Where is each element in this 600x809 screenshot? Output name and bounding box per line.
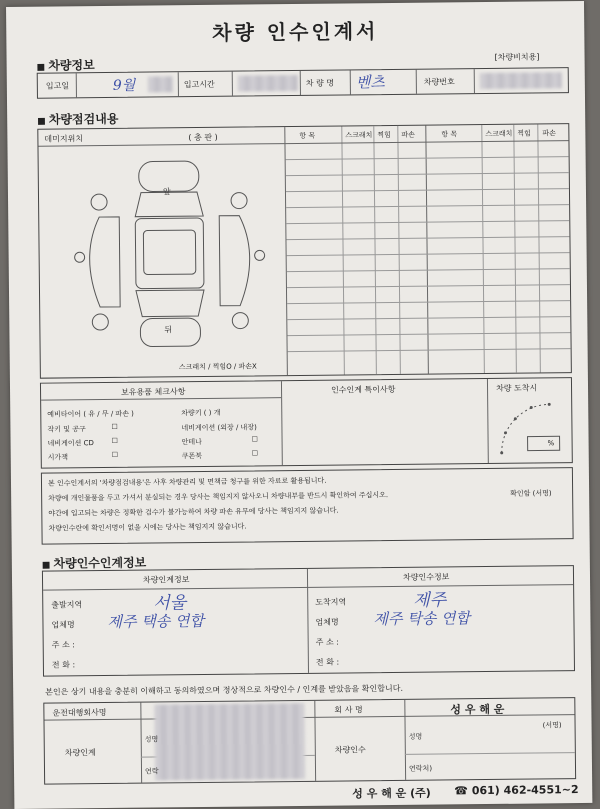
damage-legend: 스크래치 / 찍힘O / 파손X bbox=[178, 362, 257, 372]
intake-time-label: 입고시간 bbox=[183, 79, 215, 90]
left-side-shape bbox=[89, 217, 120, 307]
right-side-shape bbox=[219, 215, 250, 305]
redacted-date bbox=[148, 76, 173, 92]
left-address-label: 주 소 : bbox=[51, 640, 75, 650]
confirm-signature: 확인함 (서명) bbox=[510, 489, 552, 498]
notice-1: 본 인수인계서의 '차량점검내용'은 사후 차량관리 및 면책금 청구를 위한 자료로 활용됩니다. bbox=[47, 476, 327, 488]
left-company-label: 업체명 bbox=[51, 620, 75, 630]
arrival-title: 차량 도착시 bbox=[495, 383, 538, 393]
vehicle-info-heading: ■ 차량정보 bbox=[37, 56, 95, 74]
car-name-label: 차 량 명 bbox=[305, 78, 335, 88]
inspection-heading: ■ 차량점검내용 bbox=[37, 110, 118, 128]
inspection-grid bbox=[285, 124, 571, 375]
car-name-value: 벤츠 bbox=[355, 73, 385, 92]
notice-box bbox=[41, 467, 574, 545]
fuel-percent: % bbox=[547, 439, 555, 448]
takeover-sign-label: 차량인수 bbox=[334, 745, 366, 755]
takeover-contact-label: 연락처) bbox=[408, 764, 433, 773]
belonging-navigation: 네비게이션 (외장 / 내장) bbox=[181, 423, 257, 433]
departure-value: 서울 bbox=[153, 593, 187, 614]
handover-box bbox=[42, 565, 575, 677]
company-name-value: 성 우 해 운 bbox=[450, 702, 505, 717]
col-item-1: 항 목 bbox=[299, 131, 316, 140]
belonging-coupon: 쿠폰북 bbox=[181, 451, 203, 461]
col-item-2: 항 목 bbox=[441, 130, 458, 139]
cabin-shape bbox=[135, 218, 204, 289]
redacted-plate bbox=[480, 72, 562, 89]
col-broken-2: 파손 bbox=[542, 129, 556, 138]
takeover-name-label: 성명 bbox=[408, 732, 423, 741]
checkbox-cigar-jack[interactable] bbox=[112, 451, 118, 459]
right-address-label: 주 소 : bbox=[315, 637, 339, 647]
col-broken-1: 파손 bbox=[401, 130, 415, 139]
notice-4: 차량인수란에 확인서명이 없을 시에는 당사는 책임지지 않습니다. bbox=[48, 522, 247, 533]
right-company-value: 제주 탁송 연합 bbox=[373, 609, 471, 629]
handover-left-title: 차량인계정보 bbox=[142, 575, 190, 585]
departure-label: 출발지역 bbox=[51, 600, 83, 610]
company-name-label: 회 사 명 bbox=[334, 705, 363, 715]
handover-heading: ■ 차량인수인계정보 bbox=[42, 554, 147, 572]
notice-3: 야간에 입고되는 차량은 정확한 검수가 불가능하여 차량 파손 유무에 당사는 책임지지 않습니다. bbox=[48, 506, 339, 518]
col-scratch-1: 스크래치 bbox=[345, 131, 373, 140]
left-company-value: 제주 택송 연합 bbox=[107, 611, 205, 631]
checkbox-nav-cd[interactable] bbox=[112, 437, 118, 445]
footer-company: 성 우 해 운 (주) bbox=[352, 786, 431, 801]
belonging-car-key: 차량키 ( ) 개 bbox=[181, 408, 221, 418]
belonging-nav-cd: 네비게이션 CD bbox=[47, 439, 94, 448]
damage-location-label: 데미지위치 bbox=[44, 134, 84, 144]
vehicle-copy-note: [차량비치용] bbox=[494, 52, 540, 62]
checkbox-jack[interactable] bbox=[111, 423, 117, 431]
handover-sign-label: 차량인계 bbox=[64, 748, 96, 758]
checkbox-coupon[interactable] bbox=[252, 449, 258, 457]
handover-contact-label: 연락 bbox=[144, 767, 159, 776]
signature-box bbox=[43, 697, 576, 785]
belonging-cigar-jack: 시가잭 bbox=[47, 453, 69, 462]
takeover-sign-mark: (서명) bbox=[542, 721, 562, 730]
right-phone-label: 전 화 : bbox=[315, 657, 340, 667]
driver-company-label: 운전대행회사명 bbox=[52, 708, 107, 718]
right-company-label: 업체명 bbox=[315, 617, 339, 627]
checkbox-antenna[interactable] bbox=[252, 435, 258, 443]
redacted-driver-info bbox=[154, 703, 305, 781]
footer-phone: ☎ 061) 462-4551~2 bbox=[454, 783, 579, 798]
handover-document bbox=[6, 1, 592, 809]
rear-label: 뒤 bbox=[164, 325, 173, 335]
inspection-box bbox=[37, 123, 572, 379]
fuel-gauge-icon bbox=[493, 396, 566, 459]
arrival-area-value: 제주 bbox=[413, 590, 447, 611]
col-dent-1: 찍힘 bbox=[377, 131, 391, 140]
redacted-time bbox=[238, 75, 298, 92]
notice-2: 차량에 개인물품을 두고 가셔서 분실되는 경우 당사는 책임지지 않사오니 차량내부를 반드시 확인하여 주십시오. bbox=[48, 491, 389, 503]
agreement-text: 본인은 상기 내용을 충분히 이해하고 동의하였으며 정상적으로 차량인수 / 인계를 받았음을 확인합니다. bbox=[45, 683, 404, 697]
vehicle-info-row bbox=[37, 67, 569, 99]
left-phone-label: 전 화 : bbox=[51, 660, 76, 670]
plate-number-label: 차량번호 bbox=[423, 77, 455, 87]
intake-date-value: 9월 bbox=[112, 77, 136, 94]
document-title: 차량 인수인계서 bbox=[212, 19, 379, 45]
col-dent-2: 찍힘 bbox=[517, 129, 531, 138]
damage-total: ( 총 판 ) bbox=[188, 132, 218, 143]
belonging-antenna: 안테나 bbox=[181, 437, 202, 447]
belonging-jack: 작키 및 공구 bbox=[47, 425, 86, 434]
belongings-box bbox=[40, 377, 573, 469]
intake-date-label: 입고일 bbox=[45, 81, 70, 91]
front-label: 앞 bbox=[162, 187, 171, 197]
trunk-shape bbox=[136, 290, 204, 317]
belongings-title: 보유용품 체크사항 bbox=[121, 387, 186, 397]
handover-right-title: 차량인수정보 bbox=[402, 572, 450, 582]
col-scratch-2: 스크래치 bbox=[485, 129, 513, 139]
handover-name-label: 성명 bbox=[144, 735, 159, 744]
belonging-spare-tire: 예비타이어 ( 유 / 무 / 파손 ) bbox=[47, 409, 134, 419]
arrival-area-label: 도착지역 bbox=[315, 597, 347, 607]
special-notes-title: 인수인계 특이사항 bbox=[330, 384, 396, 395]
